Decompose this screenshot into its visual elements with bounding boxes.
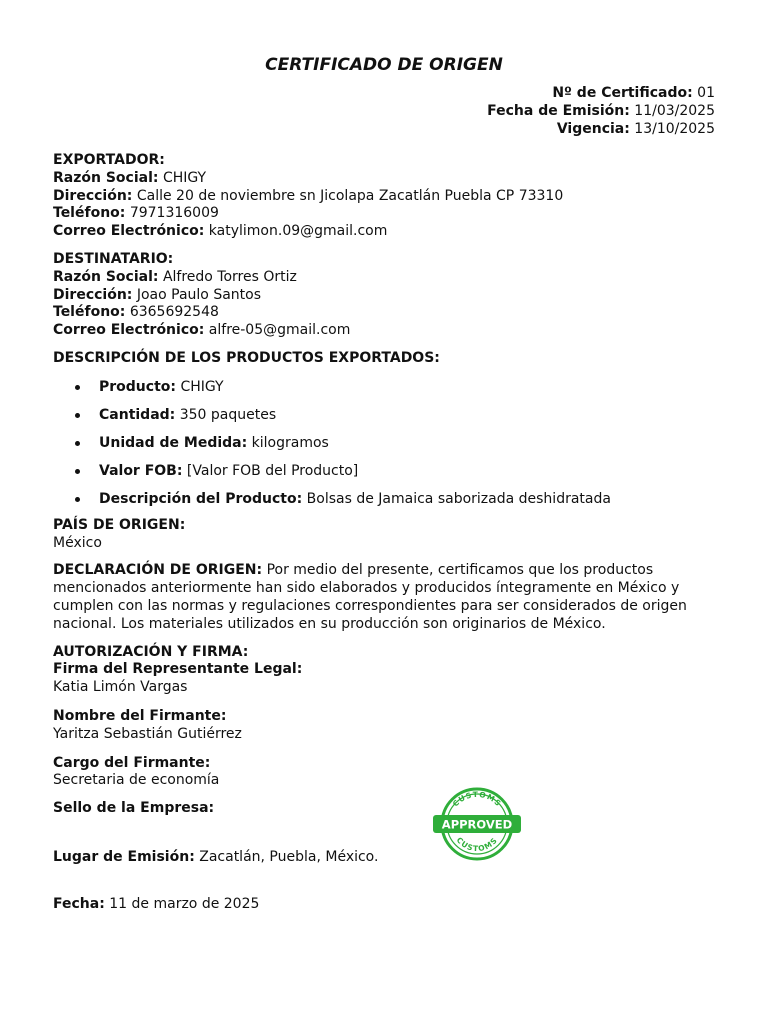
declaration-text: Por medio del presente, certificamos que los productos mencionados anteriormente han sido elaborados y producidos íntegramente en México y cumplen con las normas y regulaciones correspondientes para ser considerados de origen nacional. Los materiales utilizados en su producción son originarios de México. xyxy=(53,562,687,632)
unit-value: kilogramos xyxy=(251,434,329,451)
exporter-email-value: katylimon.09@gmail.com xyxy=(208,223,388,240)
description-label: Descripción del Producto: xyxy=(99,490,303,507)
list-item xyxy=(53,491,715,519)
product-value: CHIGY xyxy=(180,378,224,395)
issue-place-value: Zacatlán, Puebla, México. xyxy=(199,848,379,865)
footer-date-value: 11 de marzo de 2025 xyxy=(109,895,260,912)
exporter-name-label: Razón Social: xyxy=(53,169,159,186)
fob-label: Valor FOB: xyxy=(99,462,183,479)
authorization-section xyxy=(53,644,715,697)
recipient-address-value: Joao Paulo Santos xyxy=(136,286,262,303)
legal-rep-signature-value: Katia Limón Vargas xyxy=(53,679,188,696)
exporter-name-value: CHIGY xyxy=(162,169,207,186)
signer-position-label: Cargo del Firmante: xyxy=(53,754,211,771)
recipient-heading: DESTINATARIO: xyxy=(53,250,174,267)
list-item xyxy=(53,463,715,491)
signer-name-value: Yaritza Sebastián Gutiérrez xyxy=(53,725,242,742)
signer-name-label: Nombre del Firmante: xyxy=(53,707,227,724)
stamp-bottom-text: CUSTOMS xyxy=(454,835,500,854)
recipient-address xyxy=(53,287,715,305)
stamp-top-text: CUSTOMS xyxy=(450,789,504,809)
unit-label: Unidad de Medida: xyxy=(99,434,248,451)
issue-date xyxy=(53,102,715,120)
document-title: CERTIFICADO DE ORIGEN xyxy=(265,55,503,75)
products-list xyxy=(53,379,715,519)
exporter-phone-label: Teléfono: xyxy=(53,205,126,222)
products-section xyxy=(53,350,715,519)
recipient-phone xyxy=(53,304,715,322)
recipient-name xyxy=(53,269,715,287)
certificate-number-value: 01 xyxy=(697,85,715,101)
recipient-phone-label: Teléfono: xyxy=(53,304,126,321)
footer-date-label: Fecha: xyxy=(53,895,105,912)
quantity-value: 350 paquetes xyxy=(179,406,277,423)
recipient-name-label: Razón Social: xyxy=(53,268,159,285)
validity-date xyxy=(53,120,715,138)
customs-approved-stamp-icon xyxy=(432,786,522,862)
product-label: Producto: xyxy=(99,378,176,395)
exporter-address-label: Dirección: xyxy=(53,187,133,204)
certificate-document xyxy=(53,55,715,914)
company-seal-label: Sello de la Empresa: xyxy=(53,800,215,817)
description-value: Bolsas de Jamaica saborizada deshidratada xyxy=(306,490,611,507)
validity-value: 13/10/2025 xyxy=(634,121,715,137)
exporter-section xyxy=(53,152,715,241)
list-item xyxy=(53,407,715,435)
signer-position-section xyxy=(53,755,715,791)
recipient-address-label: Dirección: xyxy=(53,286,133,303)
exporter-address-value: Calle 20 de noviembre sn Jicolapa Zacatlán Puebla CP 73310 xyxy=(136,187,564,204)
legal-rep-signature-label: Firma del Representante Legal: xyxy=(53,661,303,678)
certificate-number xyxy=(53,84,715,102)
origin-country-heading: PAÍS DE ORIGEN: xyxy=(53,516,186,533)
certificate-meta xyxy=(53,84,715,138)
origin-country-value: México xyxy=(53,534,102,551)
fob-value: [Valor FOB del Producto] xyxy=(186,462,359,479)
company-seal-section xyxy=(53,800,715,818)
recipient-email xyxy=(53,322,715,340)
recipient-name-value: Alfredo Torres Ortiz xyxy=(162,268,297,285)
issue-place-label: Lugar de Emisión: xyxy=(53,848,195,865)
list-item xyxy=(53,435,715,463)
recipient-email-label: Correo Electrónico: xyxy=(53,322,205,339)
issue-place xyxy=(53,849,715,867)
recipient-section xyxy=(53,251,715,340)
validity-label: Vigencia: xyxy=(556,121,630,137)
exporter-heading: EXPORTADOR: xyxy=(53,152,165,168)
issue-date-value: 11/03/2025 xyxy=(634,103,715,119)
recipient-email-value: alfre-05@gmail.com xyxy=(208,322,351,339)
origin-declaration xyxy=(53,562,715,633)
authorization-heading: AUTORIZACIÓN Y FIRMA: xyxy=(53,643,249,660)
issue-date-label: Fecha de Emisión: xyxy=(487,103,630,119)
svg-text:CUSTOMS xyxy=(455,836,500,854)
exporter-email xyxy=(53,223,715,241)
quantity-label: Cantidad: xyxy=(99,406,176,423)
signer-name-section xyxy=(53,708,715,744)
declaration-label: DECLARACIÓN DE ORIGEN: xyxy=(53,562,263,579)
certificate-number-label: Nº de Certificado: xyxy=(552,85,693,101)
recipient-phone-value: 6365692548 xyxy=(129,304,219,321)
exporter-name xyxy=(53,170,715,188)
issue-date-footer xyxy=(53,896,715,914)
exporter-address xyxy=(53,188,715,206)
exporter-phone xyxy=(53,205,715,223)
stamp-center-text: APPROVED xyxy=(441,817,513,832)
exporter-phone-value: 7971316009 xyxy=(129,205,219,222)
exporter-email-label: Correo Electrónico: xyxy=(53,223,205,240)
origin-country-section xyxy=(53,517,715,553)
signer-position-value: Secretaria de economía xyxy=(53,772,220,789)
list-item xyxy=(53,379,715,407)
products-heading: DESCRIPCIÓN DE LOS PRODUCTOS EXPORTADOS: xyxy=(53,349,440,366)
approved-stamp xyxy=(432,786,522,862)
